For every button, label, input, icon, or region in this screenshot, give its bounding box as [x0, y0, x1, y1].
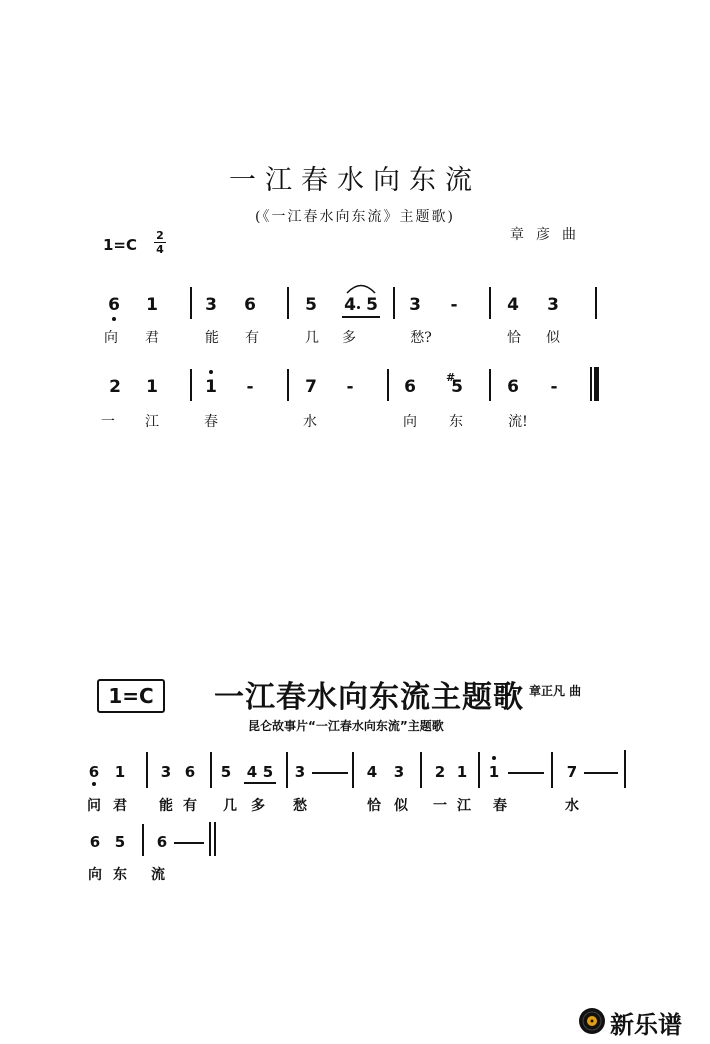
lyric: 江	[457, 798, 471, 814]
note: 5	[114, 833, 126, 851]
barline	[393, 287, 395, 319]
note: 4	[246, 763, 258, 781]
note: 5	[366, 295, 378, 315]
note: 1	[146, 295, 158, 315]
score2-title: 一江春水向东流主题歌	[214, 680, 524, 715]
dot	[357, 306, 360, 309]
time-signature-bottom: 4	[156, 243, 164, 256]
note: 6	[404, 377, 416, 397]
lyric: 向	[104, 330, 118, 346]
lyric: 君	[145, 330, 159, 346]
note: 2	[109, 377, 121, 397]
lyric: 恰	[507, 330, 521, 346]
lyric: 几	[305, 330, 319, 346]
barline	[420, 752, 422, 788]
lyric: 多	[251, 798, 265, 814]
barline	[478, 752, 480, 788]
score1-time-signature	[154, 230, 166, 255]
barline	[489, 369, 491, 401]
barline	[210, 752, 212, 788]
note: 6	[184, 763, 196, 781]
low-octave-dot	[92, 782, 96, 786]
note: 4	[344, 295, 356, 315]
lyric: 一	[433, 798, 447, 814]
score1-subtitle: (《一江春水向东流》主题歌)	[255, 209, 455, 225]
lyric: 向	[88, 867, 102, 883]
barline	[287, 369, 289, 401]
note: 3	[294, 763, 306, 781]
note: 6	[88, 763, 100, 781]
score1-title: 一江春水向东流	[229, 165, 481, 196]
lyric: 能	[159, 798, 173, 814]
barline	[352, 752, 354, 788]
lyric: 东	[449, 414, 463, 430]
note: 2	[434, 763, 446, 781]
note: 3	[409, 295, 421, 315]
final-barline-thin	[590, 367, 592, 401]
lyric: 几	[223, 798, 237, 814]
barline	[489, 287, 491, 319]
barline	[190, 369, 192, 401]
note: 6	[507, 377, 519, 397]
barline	[624, 750, 626, 788]
lyric: 一	[101, 414, 115, 430]
note: 3	[160, 763, 172, 781]
final-barline-thick	[594, 367, 599, 401]
hold-dash	[174, 842, 204, 844]
barline	[190, 287, 192, 319]
lyric: 江	[145, 414, 159, 430]
beam-underline	[244, 782, 276, 784]
note: 7	[566, 763, 578, 781]
lyric: 问	[87, 798, 101, 814]
beam-underline	[342, 316, 380, 318]
note: 6	[89, 833, 101, 851]
lyric: 春	[493, 798, 507, 814]
lyric: 愁?	[410, 330, 432, 346]
logo-text: 新乐谱	[610, 1011, 682, 1039]
score1-composer: 章彦曲	[510, 227, 588, 243]
high-octave-dot	[209, 370, 213, 374]
note: 4	[366, 763, 378, 781]
barline	[286, 752, 288, 788]
score2-subtitle: 昆仑故事片“一江春水向东流”主题歌	[248, 719, 444, 733]
note: 6	[156, 833, 168, 851]
note: 5	[262, 763, 274, 781]
note: 3	[393, 763, 405, 781]
note: 1	[205, 377, 217, 397]
barline	[595, 287, 597, 319]
final-barline-thin	[209, 822, 211, 856]
lyric: 水	[565, 798, 579, 814]
note: 5	[305, 295, 317, 315]
hold-dash	[508, 772, 544, 774]
lyric: 向	[403, 414, 417, 430]
dash: -	[550, 377, 558, 397]
dash: -	[450, 295, 458, 315]
barline	[142, 824, 144, 856]
hold-dash	[312, 772, 348, 774]
dash: -	[346, 377, 354, 397]
note: 7	[305, 377, 317, 397]
barline	[387, 369, 389, 401]
hold-dash	[584, 772, 618, 774]
lyric: 春	[204, 414, 218, 430]
lyric: 流	[151, 867, 165, 883]
lyric: 水	[303, 414, 317, 430]
barline	[146, 752, 148, 788]
barline	[551, 752, 553, 788]
high-octave-dot	[492, 756, 496, 760]
note: 5	[220, 763, 232, 781]
note: 6	[108, 295, 120, 315]
note: 5	[451, 377, 463, 397]
low-octave-dot	[112, 317, 116, 321]
sharp-sign: #	[446, 371, 456, 384]
lyric: 有	[245, 330, 259, 346]
lyric: 有	[183, 798, 197, 814]
note: 1	[456, 763, 468, 781]
dash: -	[246, 377, 254, 397]
lyric: 似	[394, 798, 408, 814]
time-signature-top: 2	[156, 229, 164, 242]
note: 3	[547, 295, 559, 315]
lyric: 似	[546, 330, 560, 346]
lyric: 能	[205, 330, 219, 346]
note: 3	[205, 295, 217, 315]
score2-composer: 章正凡 曲	[529, 684, 582, 698]
note: 4	[507, 295, 519, 315]
note: 1	[114, 763, 126, 781]
lyric: 多	[342, 330, 356, 346]
note: 6	[244, 295, 256, 315]
score2-key-signature: 1=C	[97, 679, 165, 713]
lyric: 流!	[508, 414, 528, 430]
site-logo[interactable]	[578, 1003, 698, 1037]
lyric: 恰	[367, 798, 381, 814]
score1-key-signature: 1=C	[103, 236, 138, 254]
lyric: 君	[113, 798, 127, 814]
barline	[287, 287, 289, 319]
final-barline-thin	[214, 822, 216, 856]
lyric: 东	[113, 867, 127, 883]
tie-arc	[345, 280, 377, 294]
note: 1	[146, 377, 158, 397]
vinyl-record-icon	[578, 1007, 606, 1035]
note: 1	[488, 763, 500, 781]
lyric: 愁	[293, 798, 307, 814]
